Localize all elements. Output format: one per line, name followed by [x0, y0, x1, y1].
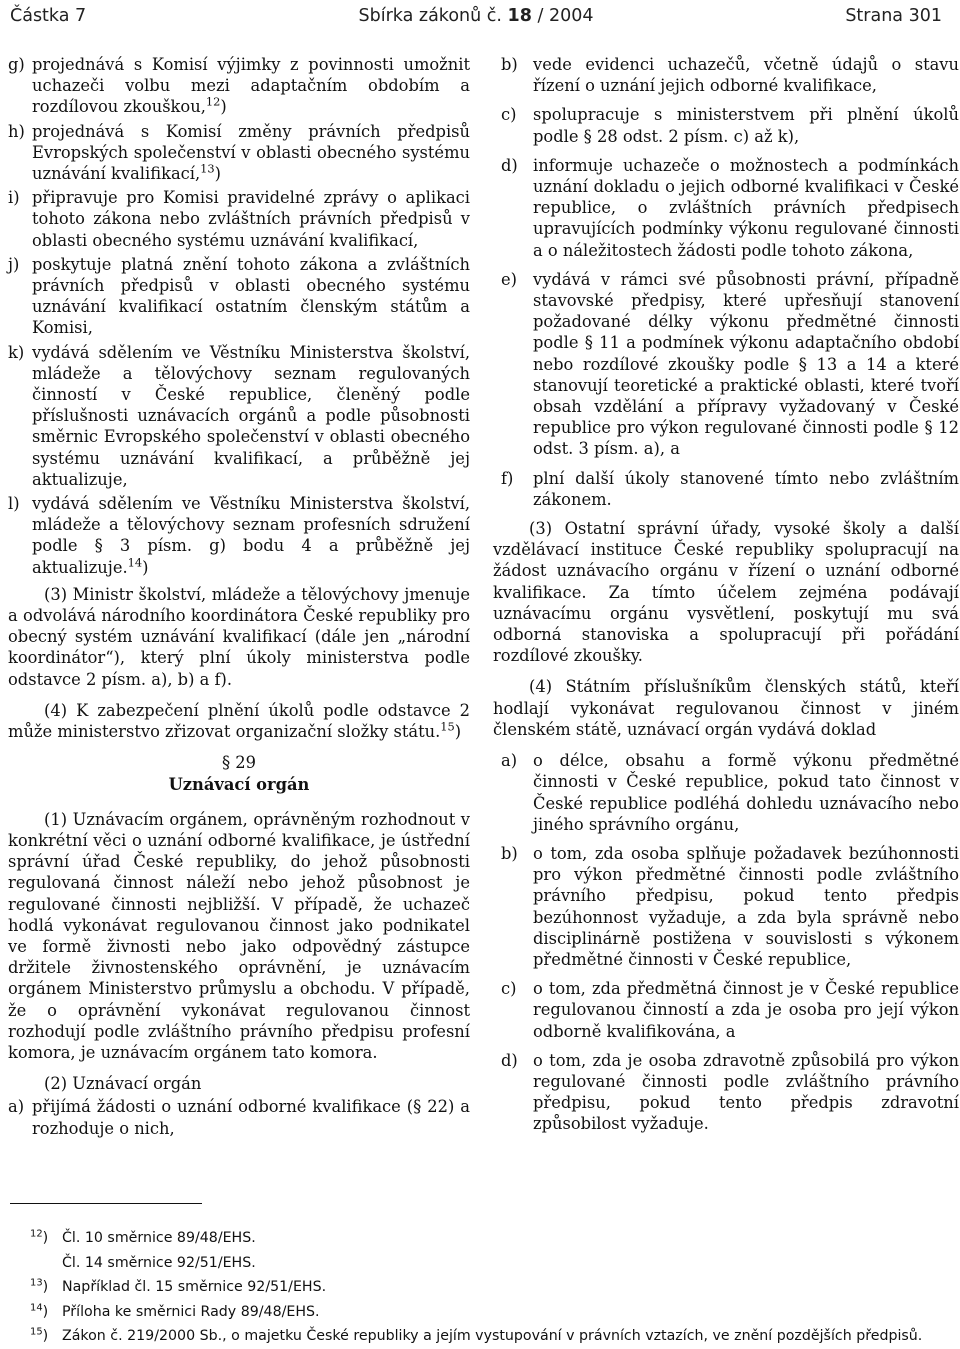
footnote-ref: 12 [205, 94, 221, 109]
left-column [8, 54, 470, 1142]
item-text: vydává v rámci své působnosti právní, případně stavovské předpisy, které upřesňují stanovení požadované délky výkonu předmětné činnosti podle § 11 a podmínek výkonu adaptačního období nebo rozdílové zkoušky podle § 13 a 14 a které stanovují teoretické a praktické oblasti, které tvoří obsah vzdělání a přípravy vyžadovaný v České republice pro výkon regulované činnosti podle § 12 odst. 3 písm. a), a [533, 269, 959, 459]
list-item-e [493, 269, 959, 460]
footnote-ref: 14 [127, 555, 143, 570]
right-column [493, 54, 959, 1143]
list-item-i [8, 187, 470, 251]
footnote-num: 14 [30, 1301, 43, 1313]
footnote-ref-paren: ) [214, 164, 222, 184]
item-marker: l) [8, 494, 20, 514]
list-item-b [493, 843, 959, 970]
footnotes [30, 1226, 922, 1349]
list-item-g [8, 54, 470, 118]
item-text: poskytuje platná znění tohoto zákona a zvláštních právních předpisů v oblasti obecného systému uznávání kvalifikací ostatním členským státům a Komisi, [32, 254, 470, 338]
paragraph-4 [8, 700, 470, 742]
collection-title [10, 6, 942, 26]
footnote-number [30, 1300, 48, 1325]
footnote-ref: 13 [200, 161, 215, 176]
paragraph-4: (4) Státním příslušníkům členských států, kteří hodlají vykonávat regulovanou činnost v jiném členském státě, uznávací orgán vydává doklad [493, 677, 959, 739]
footnote-ref-paren: ) [220, 97, 227, 117]
item-marker: e) [501, 269, 517, 289]
footnote-text: Čl. 14 směrnice 92/51/EHS. [62, 1254, 256, 1271]
footnote-num: 13 [30, 1277, 43, 1289]
footnote [30, 1251, 922, 1276]
footnote-text: Příloha ke směrnici Rady 89/48/EHS. [62, 1303, 320, 1320]
list-item-d [493, 1050, 959, 1135]
section-paragraph-2: (2) Uznávací orgán [44, 1074, 202, 1094]
footnote-paren: ) [42, 1303, 49, 1320]
collection-year: / 2004 [537, 6, 594, 26]
item-marker: a) [8, 1097, 25, 1117]
section-paragraph-1: (1) Uznávacím orgánem, oprávněným rozhodnout v konkrétní věci o uznání odborné kvalifikace, je ústřední správní úřad České republiky, do jehož působnosti regulovaná činnost náleží nebo jehož působnost je regulované činnosti nejbližší. V případě, že uchazeč hodlá vykonávat regulovanou činnost jako podnikatel ve formě živnosti nebo jako odpovědný zástupce držitele živnostenského oprávnění, je uznávacím orgánem Ministerstvo průmyslu a obchodu. V případě, že o oprávnění vykonávat regulovanou činnost rozhodují podle zvláštního právního předpisu profesní komora, je uznávacím orgánem tato komora. [8, 809, 470, 1062]
footnote-paren: ) [42, 1328, 49, 1344]
list-item-c [493, 978, 959, 1042]
item-text: informuje uchazeče o možnostech a podmínkách uznání dokladu o jejich odborné kvalifikaci v České republice, o zvláštních právních předpisech upravujících podmínky výkonu regulované činnosti a o náležitostech žádosti podle tohoto zákona, [533, 155, 959, 260]
item-text: o tom, zda je osoba zdravotně způsobilá pro výkon regulované činnosti podle zvláštního právního předpisu, pokud tento předpis zdravotní způsobilost vyžaduje. [533, 1050, 959, 1134]
paragraph-text: (4) K zabezpečení plnění úkolů podle odstavce 2 může ministerstvo zřizovat organizační složky státu. [8, 700, 470, 742]
item-text: projednává s Komisí změny právních předpisů Evropských společenství v oblasti obecného systému uznávání kvalifikací, [32, 121, 470, 184]
list-item-a [8, 1096, 470, 1138]
item-marker: d) [501, 1050, 518, 1070]
item-marker: k) [8, 342, 25, 362]
footnote-ref-paren: ) [454, 722, 462, 742]
item-text: přijímá žádosti o uznání odborné kvalifikace (§ 22) a rozhoduje o nich, [32, 1097, 470, 1138]
section-number: § 29 [221, 753, 257, 773]
item-text: o tom, zda předmětná činnost je v České republice regulovanou činností a zda je osoba pro její výkon odborně kvalifikována, a [533, 979, 959, 1041]
list-item-h [8, 121, 470, 185]
footnote-text: Například čl. 15 směrnice 92/51/EHS. [62, 1279, 327, 1295]
list-item-c [493, 104, 959, 146]
section-title: Uznávací orgán [168, 774, 310, 794]
item-marker: d) [501, 155, 518, 175]
item-text: o délce, obsahu a formě výkonu předmětné činnosti v České republice, pokud tato činnost v České republice podléhá dohledu uznávacího nebo jiného správního orgánu, [533, 751, 959, 834]
item-text: projednává s Komisí výjimky z povinnosti umožnit uchazeči volbu mezi adaptačním obdobím a rozdílovou zkouškou, [32, 55, 470, 117]
footnote-divider [10, 1203, 202, 1204]
item-marker: b) [501, 55, 518, 74]
footnote-ref: 15 [440, 719, 455, 734]
item-text: spolupracuje s ministerstvem při plnění úkolů podle § 28 odst. 2 písm. c) až k), [533, 105, 959, 146]
item-text: vydává sdělením ve Věstníku Ministerstva školství, mládeže a tělovýchovy seznam profesních sdružení podle § 3 písm. g) bodu 4 a průběžně jej aktualizuje. [32, 494, 470, 577]
part-number: Částka 7 [10, 6, 87, 26]
paragraph-3: (3) Ostatní správní úřady, vysoké školy a další vzdělávací instituce České republiky spolupracují na žádost uznávacího orgánu v řízení o uznání odborné kvalifikace. Za tímto účelem zejména podávají uznávacímu orgánu vysvětlení, poskytují mu svá odborná stanoviska a spolupracují při pořádání rozdílové zkoušky. [493, 519, 959, 666]
item-marker: f) [501, 468, 514, 488]
footnote-number [30, 1275, 48, 1300]
item-text: plní další úkoly stanovené tímto nebo zvláštním zákonem. [533, 468, 959, 509]
footnote-number [30, 1226, 48, 1251]
footnote-paren: ) [42, 1230, 49, 1246]
footnote-num: 12 [30, 1228, 43, 1240]
item-text: připravuje pro Komisi pravidelné zprávy o aplikaci tohoto zákona nebo zvláštních právních předpisů v oblasti obecného systému uznávání kvalifikací, [32, 188, 470, 250]
list-item-j [8, 254, 470, 339]
item-marker: h) [8, 121, 25, 141]
item-text: vede evidenci uchazečů, včetně údajů o stavu řízení o uznání jejich odborné kvalifikace, [533, 55, 959, 96]
footnote-paren: ) [42, 1279, 49, 1295]
footnote [30, 1226, 922, 1251]
footnote-text: Čl. 10 směrnice 89/48/EHS. [62, 1230, 256, 1246]
list-item-l [8, 493, 470, 578]
footnote [30, 1300, 922, 1325]
item-text: vydává sdělením ve Věstníku Ministerstva školství, mládeže a tělovýchovy seznam regulovaných činností v České republice, členěný podle příslušnosti uznávacích orgánů a podle působnosti směrnic Evropského společenství v oblasti obecného systému uznávání kvalifikací, a průběžně jej aktualizuje, [32, 342, 470, 489]
footnote [30, 1275, 922, 1300]
item-marker: g) [8, 55, 25, 74]
item-marker: a) [501, 751, 518, 771]
item-marker: c) [501, 979, 517, 999]
item-marker: c) [501, 105, 517, 125]
collection-number: 18 [507, 6, 532, 26]
list-item-f [493, 468, 959, 510]
item-marker: b) [501, 843, 518, 863]
page-header [10, 6, 942, 36]
footnote-ref-paren: ) [142, 557, 149, 577]
paragraph-3: (3) Ministr školství, mládeže a tělovýchovy jmenuje a odvolává národního koordinátora České republiky pro obecný systém uznávání kvalifikací (dále jen „národní koordinátor“), který plní úkoly ministerstva podle odstavce 2 písm. a), b) a f). [8, 584, 470, 689]
item-marker: i) [8, 188, 20, 208]
footnote-num: 15 [30, 1326, 43, 1338]
footnote-number [30, 1324, 48, 1349]
page-number: Strana 301 [845, 6, 942, 26]
list-item-d [493, 155, 959, 261]
list-item-k [8, 342, 470, 490]
list-item-a [493, 750, 959, 835]
footnote [30, 1324, 922, 1349]
collection-name: Sbírka zákonů č. [358, 6, 502, 26]
footnote-text: Zákon č. 219/2000 Sb., o majetku České republiky a jejím vystupování v právních vztazích, ve znění pozdějších předpisů. [62, 1328, 923, 1344]
list-item-b [493, 54, 959, 96]
item-text: o tom, zda osoba splňuje požadavek bezúhonnosti pro výkon předmětné činnosti podle zvláštního právního předpisu, pokud tento předpis bezúhonnost vyžaduje, a zda byla správně nebo disciplinárně postižena v souvislosti s výkonem předmětné činnosti v České republice, [533, 843, 959, 969]
item-marker: j) [8, 254, 20, 274]
